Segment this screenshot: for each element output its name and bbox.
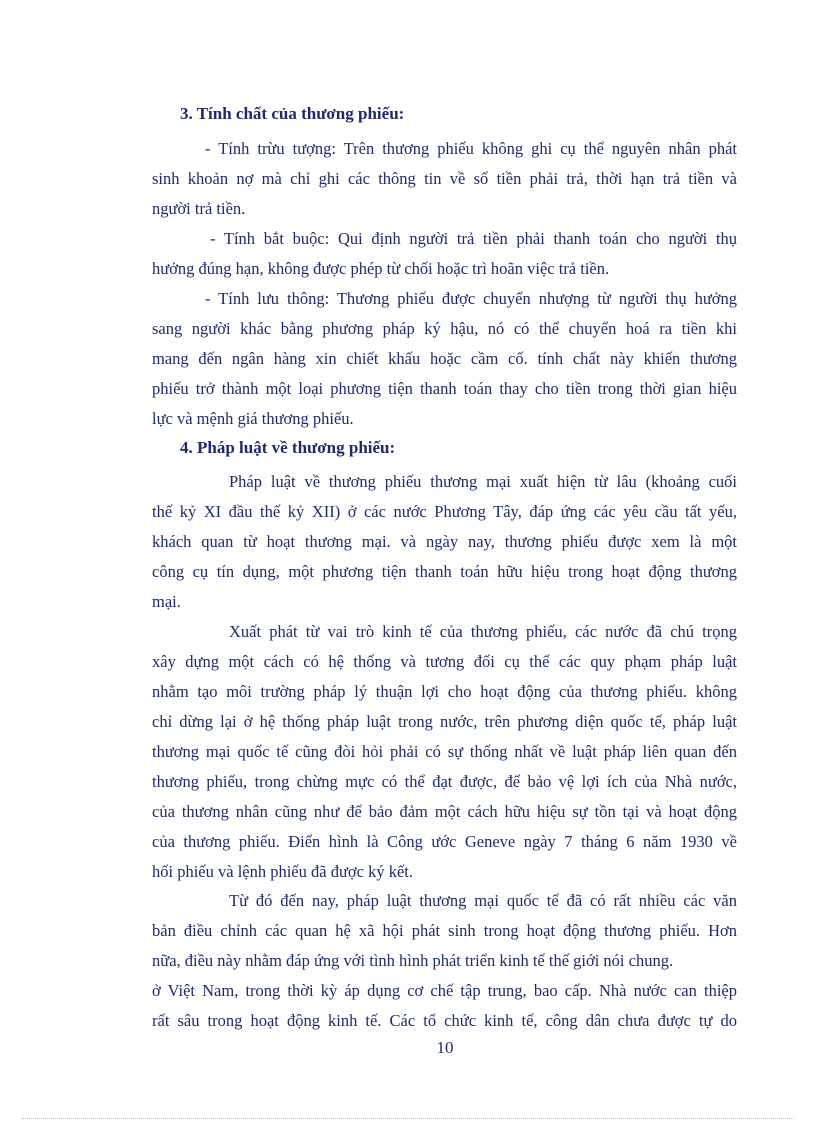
paragraph-line: sinh khoản nợ mà chỉ ghi các thông tin về số tiền phải trả, thời hạn trả tiền và <box>152 169 737 188</box>
paragraph-line: nữa, điều này nhằm đáp ứng với tình hình phát triển kinh tế thế giới nói chung. <box>152 951 674 970</box>
paragraph-line: của thương nhân cũng như để bảo đảm một cách hữu hiệu sự tồn tại và hoạt động <box>152 802 737 821</box>
paragraph-line: công cụ tín dụng, một phương tiện thanh toán hữu hiệu trong hoạt động thương <box>152 562 737 581</box>
paragraph-line: - Tính lưu thông: Thương phiếu được chuyển nhượng từ người thụ hưởng <box>205 289 737 308</box>
paragraph-line: mại. <box>152 592 181 611</box>
paragraph-line: ở Việt Nam, trong thời kỳ áp dụng cơ chế tập trung, bao cấp. Nhà nước can thiệp <box>152 981 737 1000</box>
paragraph-line: thương phiếu, trong chừng mực có thể đạt được, để bảo vệ lợi ích của Nhà nước, <box>152 772 737 791</box>
page-bottom-divider <box>22 1118 794 1119</box>
paragraph-line: người trả tiền. <box>152 199 246 218</box>
paragraph-line: của thương phiếu. Điển hình là Công ước Geneve ngày 7 tháng 6 năm 1930 về <box>152 832 737 851</box>
paragraph-line: Từ đó đến nay, pháp luật thương mại quốc tế đã có rất nhiều các văn <box>229 891 737 910</box>
paragraph-line: - Tính trừu tượng: Trên thương phiếu không ghi cụ thể nguyên nhân phát <box>205 139 737 158</box>
paragraph-line: thế kỷ XI đầu thế kỷ XII) ở các nước Phương Tây, đáp ứng các yêu cầu tất yếu, <box>152 502 737 521</box>
paragraph-line: sang người khác bằng phương pháp ký hậu, nó có thể chuyển hoá ra tiền khi <box>152 319 737 338</box>
paragraph-line: bản điều chỉnh các quan hệ xã hội phát sinh trong hoạt động thương phiếu. Hơn <box>152 921 737 940</box>
paragraph-line: phiếu trở thành một loại phương tiện thanh toán thay cho tiền trong thời gian hiệu <box>152 379 737 398</box>
paragraph-line: Pháp luật về thương phiếu thương mại xuất hiện từ lâu (khoảng cuối <box>229 472 737 491</box>
paragraph-line: thương mại quốc tế cũng đòi hỏi phải có sự thống nhất về luật pháp liên quan đến <box>152 742 737 761</box>
paragraph-line: nhằm tạo môi trường pháp lý thuận lợi cho hoạt động của thương phiếu. không <box>152 682 737 701</box>
paragraph-line: mang đến ngân hàng xin chiết khấu hoặc cầm cố. tính chất này khiến thương <box>152 349 737 368</box>
section-4-heading: 4. Pháp luật về thương phiếu: <box>180 438 396 457</box>
paragraph-line: hưởng đúng hạn, không được phép từ chối hoặc trì hoãn việc trả tiền. <box>152 259 610 278</box>
paragraph-line: chỉ dừng lại ở hệ thống pháp luật trong nước, trên phương diện quốc tế, pháp luật <box>152 712 737 731</box>
paragraph-line: - Tính bắt buộc: Qui định người trả tiền phải thanh toán cho người thụ <box>210 229 737 248</box>
paragraph-line: xây dựng một cách có hệ thống và tương đối cụ thể các quy phạm pháp luật <box>152 652 737 671</box>
paragraph-line: khách quan từ hoạt thương mại. và ngày nay, thương phiếu được xem là một <box>152 532 737 551</box>
paragraph-line: lực và mệnh giá thương phiếu. <box>152 409 354 428</box>
paragraph-line: rất sâu trong hoạt động kinh tế. Các tổ chức kinh tế, công dân chưa được tự do <box>152 1011 737 1030</box>
page-number: 10 <box>436 1038 454 1057</box>
section-3-heading: 3. Tính chất của thương phiếu: <box>180 104 405 123</box>
paragraph-line: Xuất phát từ vai trò kinh tế của thương phiếu, các nước đã chú trọng <box>229 622 737 641</box>
paragraph-line: hối phiếu và lệnh phiếu đã được ký kết. <box>152 862 413 881</box>
